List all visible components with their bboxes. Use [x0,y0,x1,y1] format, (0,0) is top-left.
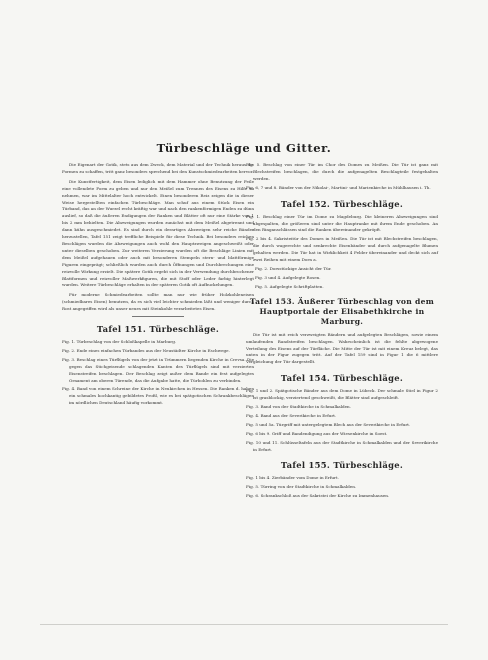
figure-item: Fig. 4. Band von einem Schreine der Kirche in Neukirchen in Hessen. Die Ranken d. haben ein schmales hochkantig gebildetes Profil, wie es bei spätgotischen Schrankbeschlägen im nördlichen Deutschland häufig vorkommt. [62,386,254,406]
figure-item: Fig. 1. Beschlag einer Tür im Dome zu Magdeburg. Die kleineren Abzweigungen sind abgespalten, die größeren sind unter die Hauptranke mit ihrem Ende geschoben. An den Ringanschlässen sind die Ranken übereinander gekröpft. [246,213,438,233]
right-column [246,162,438,502]
figure-item: Fig. 2. Ende eines einfachen Türbandes aus der Neustädter Kirche in Eschwege. [62,347,230,353]
figure-item: Fig. 5. Türring von der Stadtkirche in Schmalkalden. [246,484,357,490]
section-heading-152: Tafel 152. Türbeschläge. [280,198,404,209]
figure-item: Fig. 1 bis 4. Zierbänder vom Dome in Erfurt. [246,475,339,481]
figure-item: Fig. 5. Beschlag von einer Tür im Chor des Domes zu Meißen. Die Tür ist ganz mit Blechstreifen beschlagen, die durch die aufgenagelten Beschlagteile festgehalten werden. [246,162,438,181]
section-heading-153: Tafel 153. Äußerer Türbeschlag von dem Hauptportale der Elisabethkirche in Marburg. [249,296,435,326]
figure-subitem: Fig. 3 und 4. Aufgelegte Rosen. [255,274,321,280]
intro-paragraph: Die Kunstfertigkeit, dem Eisen lediglich mit dem Hammer ohne Benutzung der Feile eine vollendete Form zu geben und nur den Meißel zum Trennen des Eisens zu Hilfe zu nehmen, war im Mittelalter hoch entwickelt. Einen besonderen Reiz zeigen die in dieser Weise hergestellten einfachen Türbeschläge. Man schuf aus einem Stück Eisen ein Türband, das an der Wurzel recht kräftig war und nach den rankenförmigen Enden zu dünn auslief, so daß die äußeren Endigungen der Ranken und Blätter oft nur eine Stärke von 1 bis 2 mm behielten. Die Abzweigungen wurden zunächst mit dem Meißel abgetrennt und dann kühn ausgeschmiedet. Es sind durch ein derartiges Abzweigen sehr reiche Bänder herzustellen, Tafel 151 zeigt treffliche Beispiele für diese Technik. Bei besonders reichen Beschlägen wurden die Abzweigungen auch wohl den Hauptzweigen angeschweißt oder unter dieselben geschoben. Zur weiteren Verzierung wurden oft die Beschläge Linien mit dem Meißel aufgehauen oder auch mit besonderen Stempeln stern- und blattförmige Figuren eingeprägt; schließlich wurden auch durch Öffnungen und Durchbrechungen eine reizvolle Wirkung erzielt. Die spätere Gotik ergeht sich in der Verwendung durchbrochener Blattformen und reizvoller Maßwerkfiguren, die mit Stoff oder Leder farbig hinterlegt wurden. Weitere Türbeschläge erhalten in der späteren Gotik oft Aufbuckelungen. [62,178,254,288]
section-heading-155: Tafel 155. Türbeschläge. [280,460,404,471]
page-bottom-line [40,624,448,625]
intro-paragraph: Für moderne Schmiedearbeiten sollte man nur wie früher Holzkohleneisen (schmiedbares Eisen) benutzen, da es sich viel leichter schmieden läßt und weniger durch Rost angegriffen wird als unser neues mit Steinkohle verarbeitetes Eisen. [62,292,254,312]
intro-paragraph: Die Eigenart der Gotik, stets aus dem Zweck, dem Material und der Technik heraus die Formen zu schaffen, tritt ganz besonders sprechend bei den Kunstschmiedearbeiten hervor. [62,162,254,174]
left-column [62,162,254,409]
figure-item: Fig. 3. Beschlag eines Türflügels von der jetzt in Trümmern liegenden Kirche in Crevsa. Die gegen das Stichgeisende schlagenden Kanten des Türflügels sind mit verzierten Eisenstreifen beschlagen. Der Beschlag zeigt außer dem Bande ein fest aufgelegtes Ornament am oberen Türende, das die Aufgabe hatte, die Türbohlen zu verbinden. [62,356,254,383]
section-heading-151: Tafel 151. Türbeschläge. [96,324,220,335]
section-heading-154: Tafel 154. Türbeschläge. [280,373,404,384]
figure-subitem: Fig. 2. Dorsstückige Ansicht der Tür. [255,265,332,271]
section-paragraph: Die Tür ist mit reich verzweigten Bändern und aufgelegten Beschlägen, sowie einem umlaufenden Randstreifen beschlagen. Wahrscheinlich ist die fehlte abgewogene Verteilung des Eisens auf der Türfläche. Die Mitte der Tür ist mit einem Kreuz belegt, das unten in der Figur zugegen tritt. Auf der Tafel 159 sind in Figur 1 die 6 mittlere Vergleichung der Tür dargestellt. [246,331,438,365]
figure-item: Fig. 5 und 5a. Türgriff mit untergelegtem Blech aus der Severikirche in Erfurt. [246,421,411,427]
figure-item: Fig. 1 und 2. Spätgotische Bänder aus dem Dome in Lübeck. Der schmale Stiel in Figur 2 ist grasblockig, verziertend geschweißt, die Blätter sind aufgeschleift. [246,388,438,401]
figure-item: Fig. 1. Türbeschlag von der Schloßkapelle in Marburg. [62,339,177,345]
figure-item: Fig. 3. Band von der Stadtkirche in Schmalkalden. [246,404,351,410]
divider [132,316,184,317]
figure-item: Fig. 10 und 11. Schlüsseltafeln aus der Stadtkirche in Schmalkalden und der Severikirche in Erfurt. [246,439,438,452]
figure-item: Fig. 6 bis 9. Griff und Bandendigung aus der Wiesenkirche in Soest. [246,430,388,436]
figure-item: Fig. 4. Band aus der Severikirche in Erfurt. [246,412,337,418]
figure-subitem: Fig. 5. Aufgelegte Schriftplatten. [255,283,324,289]
figure-item: Fig. 2 bis 4. Sakristeitür des Domes in Meißen. Die Tür ist mit Blechstreifen beschlagen, die durch wagerechte und senkrechte Eisenbänder und durch aufgenagelte Blumen gehalten werden. Die Tür hat in Wirklichkeit 4 Felder übereinander und deckt sich auf zwei Reihen mit einem Dorn a. [246,236,438,263]
page-title: Türbeschläge und Gitter. [156,141,332,155]
figure-item: Fig. 6, 7 und 8. Bänder von der Nikolai-, Martini- und Marienkirche in Mühlhausen i. Th. [246,184,431,190]
figure-item: Fig. 6. Schrankschloß aus der Sakristei der Kirche zu Immenhausen. [246,493,390,499]
